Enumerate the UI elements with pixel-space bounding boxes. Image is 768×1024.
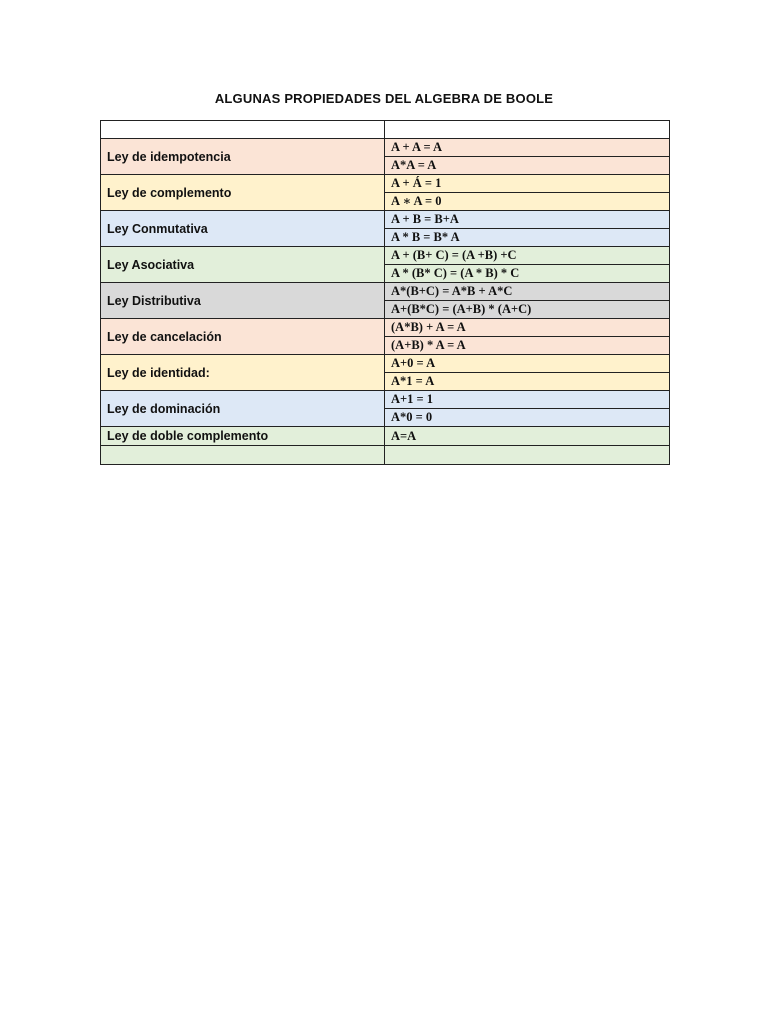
formula: A + B = B+A	[385, 211, 670, 229]
formula: (A*B) + A = A	[385, 319, 670, 337]
law-name: Ley de complemento	[101, 175, 385, 211]
table-row	[101, 247, 670, 265]
law-name: Ley de idempotencia	[101, 139, 385, 175]
formula: A+0 = A	[385, 355, 670, 373]
boole-properties-table	[100, 120, 670, 465]
formula: A+1 = 1	[385, 391, 670, 409]
table-row	[101, 139, 670, 157]
formula: A*1 = A	[385, 373, 670, 391]
table-row	[101, 175, 670, 193]
empty-cell	[101, 446, 385, 465]
table-row	[101, 355, 670, 373]
table-row	[101, 319, 670, 337]
empty-cell	[101, 121, 385, 139]
table-header-row	[101, 121, 670, 139]
formula: A*0 = 0	[385, 409, 670, 427]
formula: A + Á = 1	[385, 175, 670, 193]
formula: A * (B* C) = (A * B) * C	[385, 265, 670, 283]
formula: A + (B+ C) = (A +B) +C	[385, 247, 670, 265]
empty-cell	[385, 446, 670, 465]
formula: A ∗ A = 0	[385, 193, 670, 211]
formula: A * B = B* A	[385, 229, 670, 247]
formula: A+(B*C) = (A+B) * (A+C)	[385, 301, 670, 319]
table-row	[101, 211, 670, 229]
law-name: Ley Distributiva	[101, 283, 385, 319]
table-row	[101, 391, 670, 409]
law-name: Ley de identidad:	[101, 355, 385, 391]
formula: A=A	[385, 427, 670, 446]
formula: A*A = A	[385, 157, 670, 175]
law-name: Ley Conmutativa	[101, 211, 385, 247]
formula: (A+B) * A = A	[385, 337, 670, 355]
table-row	[101, 427, 670, 446]
formula: A + A = A	[385, 139, 670, 157]
empty-cell	[385, 121, 670, 139]
law-name: Ley de dominación	[101, 391, 385, 427]
law-name: Ley de cancelación	[101, 319, 385, 355]
table-footer-row	[101, 446, 670, 465]
law-name: Ley de doble complemento	[101, 427, 385, 446]
law-name: Ley Asociativa	[101, 247, 385, 283]
table-row	[101, 283, 670, 301]
formula: A*(B+C) = A*B + A*C	[385, 283, 670, 301]
page-title: ALGUNAS PROPIEDADES DEL ALGEBRA DE BOOLE	[214, 91, 554, 106]
